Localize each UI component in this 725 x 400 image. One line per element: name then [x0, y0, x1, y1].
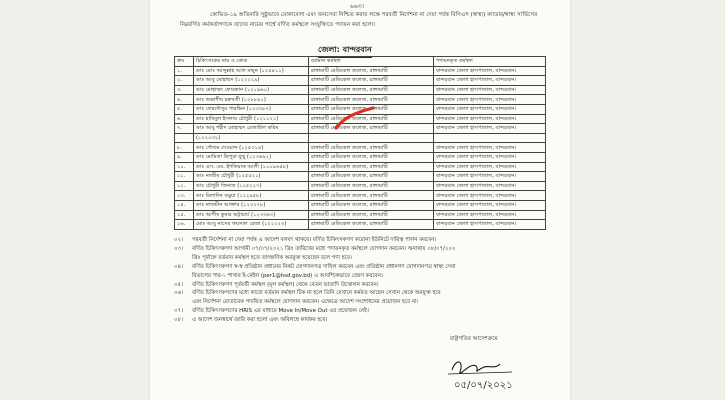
order-line: রাষ্ট্রপতির আদেশক্রমে: [450, 336, 498, 342]
note-item: [174, 245, 546, 254]
cell-serial: ১৫.: [175, 210, 194, 220]
cell-serial: ৫.: [175, 104, 194, 114]
cell-posted-workplace: বান্দরবান জেলা হাসপাতাল, বান্দরবান।: [434, 124, 546, 134]
cell-current-workplace: রাঙ্গামাটি মেডিকেল কলেজ, রাঙ্গামাটি: [309, 210, 434, 220]
cell-current-workplace: রাঙ্গামাটি মেডিকেল কলেজ, রাঙ্গামাটি: [309, 220, 434, 230]
note-text: এ আদেশ জনস্বার্থে জারি করা হলো এবং অবিলম্বে কার্যকর হবে।: [192, 317, 328, 324]
cell-doctor-name: ডাঃ এস. এম. ইশতিয়াক আলী (১০০৯৬৫৮): [194, 162, 309, 172]
table-row: [175, 95, 546, 105]
note-text: বর্ণিত চিকিৎসকগণ স্ব-স্ব প্রতিষ্ঠান প্রধানের নিকট যোগদানপত্র দাখিল করবেন এবং প্রতিষ্ঠান প্রধানগণ যোগদানপত্র স্বাস্থ্য সেবা: [192, 263, 456, 270]
cell-posted-workplace: বান্দরবান জেলা হাসপাতাল, বান্দরবান।: [434, 114, 546, 124]
cell-doctor-name: ডাঃ নাজমীন আক্তার (১২৩২৭৮): [194, 200, 309, 210]
cell-serial: [175, 133, 194, 143]
cell-serial: ৭.: [175, 124, 194, 134]
cell-serial: ১৬.: [175, 220, 194, 230]
cell-serial: ১৪.: [175, 200, 194, 210]
cell-posted-workplace: বান্দরবান জেলা হাসপাতাল, বান্দরবান।: [434, 162, 546, 172]
cell-posted-workplace: বান্দরবান জেলা হাসপাতাল, বান্দরবান।: [434, 152, 546, 162]
cell-posted-workplace: বান্দরবান জেলা হাসপাতাল, বান্দরবান।: [434, 200, 546, 210]
cell-current-workplace: রাঙ্গামাটি মেডিকেল কলেজ, রাঙ্গামাটি: [309, 172, 434, 182]
note-number: [174, 272, 192, 281]
cell-current-workplace: রাঙ্গামাটি মেডিকেল কলেজ, রাঙ্গামাটি: [309, 66, 434, 76]
header-doctor-name: চিকিৎসকের নাম ও কোড: [194, 57, 309, 67]
note-item: [174, 236, 546, 245]
table-row: [175, 66, 546, 76]
note-item: [174, 298, 546, 307]
table-row: [175, 191, 546, 201]
table-row: [175, 133, 546, 143]
cell-current-workplace: রাঙ্গামাটি মেডিকেল কলেজ, রাঙ্গামাটি: [309, 95, 434, 105]
cell-posted-workplace: [434, 133, 546, 143]
cell-posted-workplace: বান্দরবান জেলা হাসপাতাল, বান্দরবান।: [434, 210, 546, 220]
red-pen-mark: [333, 105, 377, 131]
header-posted-workplace: পদায়নকৃত কর্মস্থল: [434, 57, 546, 67]
cell-current-workplace: রাঙ্গামাটি মেডিকেল কলেজ, রাঙ্গামাটি: [309, 114, 434, 124]
cell-serial: ১০.: [175, 162, 194, 172]
note-number: [174, 298, 192, 307]
note-text: পরবর্তী নির্দেশনা না দেয়া পর্যন্ত এ আদেশ বলবৎ থাকবে। বর্ণিত চিকিৎসকগণ করোনা ইউনিটে দায়িত্ব পালন করবেন।: [192, 237, 437, 243]
cell-doctor-name: (১২২০৩২): [194, 133, 309, 143]
note-item: [174, 263, 546, 272]
cell-serial: ১২.: [175, 181, 194, 191]
header-current-workplace: বর্তমান কর্মস্থল: [309, 57, 434, 67]
cell-current-workplace: রাঙ্গামাটি মেডিকেল কলেজ, রাঙ্গামাটি: [309, 152, 434, 162]
cell-doctor-name: ডাঃ মোহাম্মদ ফোরকান (১২১৯৬০): [194, 85, 309, 95]
note-item: [174, 316, 546, 325]
table-row: [175, 220, 546, 230]
note-item: [174, 289, 546, 298]
notes-section: [174, 236, 546, 325]
note-text: বর্ণিত চিকিৎসকগণ আগামী ০৭/০৭/২০২১ খ্রিঃ তারিখের মধ্যে পদায়নকৃত কর্মস্থলে যোগদান করবেন। অন্যথায় ০৮/০৭/২০২: [192, 245, 456, 252]
cell-current-workplace: রাঙ্গামাটি মেডিকেল কলেজ, রাঙ্গামাটি: [309, 76, 434, 86]
cell-current-workplace: রাঙ্গামাটি মেডিকেল কলেজ, রাঙ্গামাটি: [309, 85, 434, 95]
cell-current-workplace: রাঙ্গামাটি মেডিকেল কলেজ, রাঙ্গামাটি: [309, 191, 434, 201]
note-text: বর্ণিত চিকিৎসকগণের মধ্যে কারো বর্তমান কর্মস্থল টিক না হলে তিনি যেখানে কর্মরত আছেন সেখান থেকে অবমুক্ত হবে: [192, 290, 441, 297]
cell-doctor-name: ডাঃ নাজীম চৌধুরী (১২৫৫২১): [194, 172, 309, 182]
note-text: বিভাগের পার-১ শাখার ই-মেইল (per1@hsd.gov.bd) এ আবশ্যিকভাবে প্রেরণ করবেন।: [192, 272, 383, 279]
header-serial: ক্রম: [175, 57, 194, 67]
cell-doctor-name: ডাঃ আবু শহীদ মোহাম্মদ রেজাউল করিম: [194, 124, 309, 134]
cell-current-workplace: রাঙ্গামাটি মেডিকেল কলেজ, রাঙ্গামাটি: [309, 162, 434, 172]
cell-current-workplace: রাঙ্গামাটি মেডিকেল কলেজ, রাঙ্গামাটি: [309, 181, 434, 191]
cell-posted-workplace: বান্দরবান জেলা হাসপাতাল, বান্দরবান।: [434, 220, 546, 230]
note-text: বর্ণিত চিকিৎসকগণ পূর্ববর্তী কর্মস্থল (মূল কর্মস্থল) থেকে বেতন ভাতাদি উত্তোলন করবেন।: [192, 281, 379, 288]
note-number: ০৪।: [174, 263, 183, 270]
cell-current-workplace: [309, 133, 434, 143]
note-item: [174, 272, 546, 281]
table-header-row: [175, 57, 546, 67]
intro-paragraph: কোভিড-১৯ অতিমারি সুষ্ঠুভাবে মোকাবেলা এবং জনসেবা নিশ্চিত করার লক্ষে পরবর্তী নির্দেশনা না দেয়া পর্যন্ত বিসিএস (স্বাস্থ্য) ক্যাডার/স্বাস্থ্য সার্ভিসের নিম্নবর্ণিত কর্মকর্তাগণকে তাদের নামের পার্শ্বে বর্ণিত কর্মস্থলে সংযুক্তিতে পদায়ন করা হলো।: [180, 12, 538, 28]
table-row: [175, 181, 546, 191]
document-page: [150, 0, 570, 400]
table-row: [175, 143, 546, 153]
cell-doctor-name: মোঃ আবু নাসের ফয়সাল রেজা (১২২২২৩): [194, 220, 309, 230]
cell-posted-workplace: বান্দরবান জেলা হাসপাতাল, বান্দরবান।: [434, 95, 546, 105]
posting-table: [174, 56, 546, 230]
cell-serial: ১৩.: [175, 191, 194, 201]
note-number: ০৩।: [174, 245, 183, 252]
table-row: [175, 172, 546, 182]
cell-doctor-name: ডাঃ হাবিবুল ইসলাম চৌধুরী (১২১১২১): [194, 114, 309, 124]
cell-doctor-name: ডাঃ আবু মোহাম্মদ (১২২২২৯): [194, 76, 309, 86]
cell-current-workplace: রাঙ্গামাটি মেডিকেল কলেজ, রাঙ্গামাটি: [309, 124, 434, 134]
district-heading: জেলা: বান্দরবান: [318, 44, 372, 58]
signature-date: ০৫/০৭/২০২১: [454, 380, 513, 391]
note-item: [174, 307, 546, 316]
table-row: [175, 76, 546, 86]
note-number: ০২।: [174, 237, 183, 243]
table-body: [175, 66, 546, 229]
cell-posted-workplace: বান্দরবান জেলা হাসপাতাল, বান্দরবান।: [434, 181, 546, 191]
cell-serial: ৬.: [175, 114, 194, 124]
cell-posted-workplace: বান্দরবান জেলা হাসপাতাল, বান্দরবান।: [434, 172, 546, 182]
table-row: [175, 210, 546, 220]
cell-posted-workplace: বান্দরবান জেলা হাসপাতাল, বান্দরবান।: [434, 143, 546, 153]
note-number: ০৭।: [174, 308, 183, 315]
cell-current-workplace: রাঙ্গামাটি মেডিকেল কলেজ, রাঙ্গামাটি: [309, 143, 434, 153]
note-number: [174, 254, 192, 263]
cell-doctor-name: ডাঃ শুভাশীষ চক্রবর্তী (১২৮৮৯১): [194, 95, 309, 105]
cell-posted-workplace: বান্দরবান জেলা হাসপাতাল, বান্দরবান।: [434, 66, 546, 76]
page-number: ৬৬৩।: [350, 3, 364, 10]
cell-current-workplace: রাঙ্গামাটি মেডিকেল কলেজ, রাঙ্গামাটি: [309, 200, 434, 210]
cell-doctor-name: ডাঃ চৌধুরী জিনাত (১২৫২২৭): [194, 181, 309, 191]
note-text: বর্ণিত চিকিৎসকগণের HRIS এর মাধ্যমে Move In/Move Out এর প্রয়োজন নেই।: [192, 308, 369, 315]
table-row: [175, 200, 546, 210]
cell-posted-workplace: বান্দরবান জেলা হাসপাতাল, বান্দরবান।: [434, 85, 546, 95]
note-text: এবং নির্দেশনা মোতাবেক পদায়িত কর্মস্থলে যোগদান করবেন। এক্ষেত্রে আদেশ সংশোধনের প্রয়োজন হবে না।: [192, 299, 419, 306]
cell-serial: ৩.: [175, 85, 194, 95]
cell-doctor-name: ডাঃ মিলাদিন বড়ুয়া (১২২৯৫৮): [194, 191, 309, 201]
cell-posted-workplace: বান্দরবান জেলা হাসপাতাল, বান্দরবান।: [434, 76, 546, 86]
cell-doctor-name: ডাঃ মোমিতা ত্রিপুরা মুন্মু (১২৩৬৯২): [194, 152, 309, 162]
cell-serial: ৮.: [175, 143, 194, 153]
note-number: ০৬।: [174, 290, 183, 297]
cell-serial: ১১.: [175, 172, 194, 182]
note-item: [174, 254, 546, 263]
table-row: [175, 162, 546, 172]
cell-doctor-name: ডাঃ মোঃ আব্দুল্লাহ আল মামুন (১২৫৪১১): [194, 66, 309, 76]
cell-doctor-name: ডাঃ ফেরদৌসুর পারভিন (১২৩৩৮৭): [194, 104, 309, 114]
table-row: [175, 152, 546, 162]
note-number: ০৫।: [174, 281, 183, 288]
cell-doctor-name: ডাঃ গৌতম দেওয়ান (১২৫৩১৪): [194, 143, 309, 153]
note-item: [174, 281, 546, 290]
cell-serial: ৪.: [175, 95, 194, 105]
cell-posted-workplace: বান্দরবান জেলা হাসপাতাল, বান্দরবান।: [434, 191, 546, 201]
note-text: খ্রিঃ পূর্বাহ্নে বর্তমান কর্মস্থল হতে তাৎক্ষণিক অবমুক্ত হয়েছেন বলে গণ্য হবে।: [192, 254, 352, 261]
cell-serial: ২.: [175, 76, 194, 86]
table-row: [175, 85, 546, 95]
cell-doctor-name: ডাঃ আশীষ কুমার ভট্টাচার্য (১২৩৩৬৩): [194, 210, 309, 220]
cell-serial: ১.: [175, 66, 194, 76]
cell-current-workplace: রাঙ্গামাটি মেডিকেল কলেজ, রাঙ্গামাটি: [309, 104, 434, 114]
signature: [442, 352, 552, 392]
note-number: ০৮।: [174, 317, 183, 324]
cell-posted-workplace: বান্দরবান জেলা হাসপাতাল, বান্দরবান।: [434, 104, 546, 114]
cell-serial: ৯.: [175, 152, 194, 162]
